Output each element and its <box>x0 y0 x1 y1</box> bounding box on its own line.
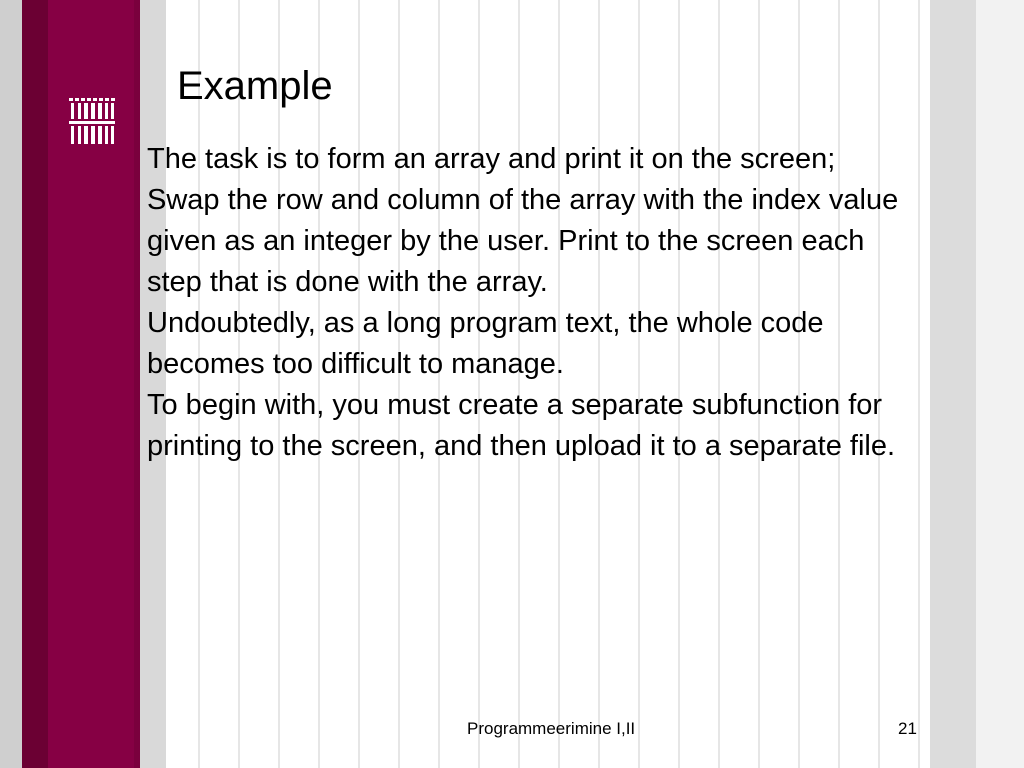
paragraph: Undoubtedly, as a long program text, the whole code becomes too difficult to manage. <box>147 307 824 380</box>
slide-footer: Programmeerimine I,II <box>467 719 636 738</box>
paragraph: The task is to form an array and print it on the screen; <box>147 143 836 175</box>
slide-body <box>147 139 917 467</box>
left-edge-band <box>0 0 22 768</box>
university-logo-icon <box>69 98 117 146</box>
slide-title: Example <box>177 64 333 108</box>
slide-page-number: 21 <box>898 719 917 738</box>
left-dark-band <box>22 0 48 768</box>
paragraph: To begin with, you must create a separate subfunction for printing to the screen, and then upload it to a separate file. <box>147 389 896 462</box>
right-edge-band <box>976 0 1024 768</box>
paragraph: Swap the row and column of the array with the index value given as an integer by the user. Print to the screen each step that is done with the array. <box>147 184 899 298</box>
right-grey-band <box>930 0 976 768</box>
